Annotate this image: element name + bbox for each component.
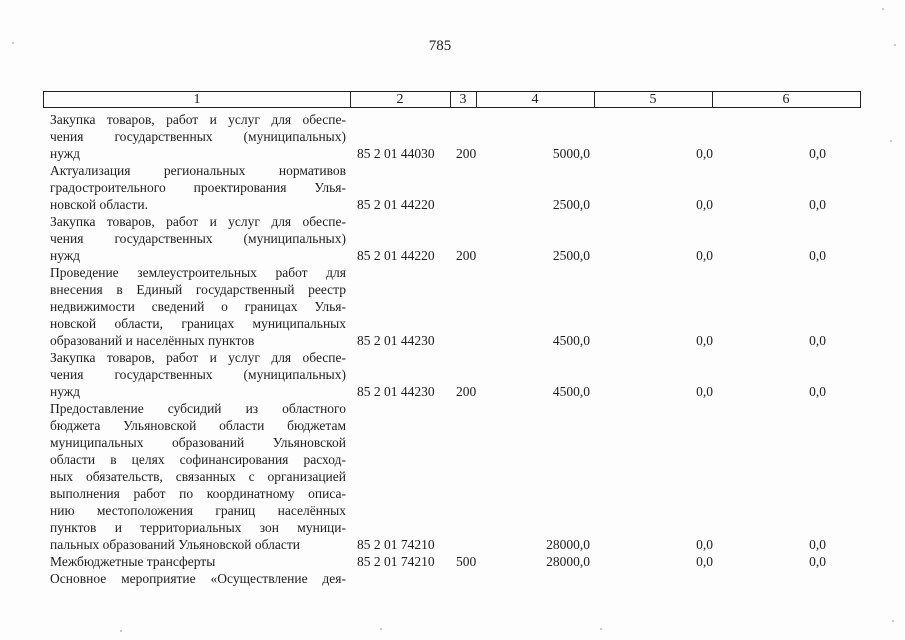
row-code: 85 2 01 44220: [357, 197, 435, 212]
row-amount-col4: 2500,0: [552, 197, 590, 212]
row-description-line: чения государственных (муниципальных): [50, 231, 346, 246]
row-amount-col6: 0,0: [809, 554, 826, 569]
row-description-line: Межбюджетные трансферты: [50, 554, 216, 569]
row-code: 85 2 01 44220: [357, 248, 435, 263]
row-code: 85 2 01 74210: [357, 537, 435, 552]
row-amount-col6: 0,0: [809, 384, 826, 399]
row-amount-col6: 0,0: [809, 333, 826, 348]
row-amount-col4: 4500,0: [552, 384, 590, 399]
row-amount-col5: 0,0: [696, 554, 713, 569]
row-amount-col6: 0,0: [809, 197, 826, 212]
row-amount-col4: 28000,0: [546, 537, 590, 552]
row-description-line: Проведение землеустроительных работ для: [50, 265, 346, 280]
row-expense-type: 200: [456, 384, 477, 399]
header-col-6: 6: [782, 92, 790, 107]
row-code: 85 2 01 44030: [357, 146, 435, 161]
row-description-line: Закупка товаров, работ и услуг для обеспе-: [50, 112, 346, 127]
row-description-line: нужд: [50, 384, 80, 399]
row-description-line: нужд: [50, 146, 80, 161]
row-code: 85 2 01 44230: [357, 333, 435, 348]
row-amount-col5: 0,0: [696, 197, 713, 212]
row-description-line: бюджета Ульяновской области бюджетам: [50, 418, 346, 433]
row-amount-col5: 0,0: [696, 537, 713, 552]
row-description-line: Закупка товаров, работ и услуг для обеспе-: [50, 350, 346, 365]
row-description-line: недвижимости сведений о границах Улья-: [50, 299, 346, 314]
row-description-line: нужд: [50, 248, 80, 263]
row-expense-type: 500: [456, 554, 477, 569]
row-description-line: нию местоположения границ населённых: [50, 503, 346, 518]
row-description-line: новской области.: [50, 197, 148, 212]
row-description-line: выполнения работ по координатному описа-: [50, 486, 346, 501]
row-amount-col4: 5000,0: [552, 146, 590, 161]
row-amount-col6: 0,0: [809, 146, 826, 161]
row-code: 85 2 01 44230: [357, 384, 435, 399]
row-description-line: внесения в Единый государственный реестр: [50, 282, 346, 297]
row-amount-col4: 4500,0: [552, 333, 590, 348]
header-col-4: 4: [531, 92, 539, 107]
row-description-line: пальных образований Ульяновской области: [50, 537, 301, 552]
row-amount-col5: 0,0: [696, 333, 713, 348]
row-description-line: Основное мероприятие «Осуществление дея-: [50, 571, 346, 586]
header-col-5: 5: [649, 92, 657, 107]
row-description-line: Предоставление субсидий из областного: [50, 401, 346, 416]
header-col-2: 2: [396, 92, 404, 107]
header-col-1: 1: [193, 92, 201, 107]
header-col-3: 3: [459, 92, 467, 107]
row-expense-type: 200: [456, 248, 477, 263]
row-amount-col5: 0,0: [696, 146, 713, 161]
row-amount-col4: 2500,0: [552, 248, 590, 263]
page-number: 785: [428, 38, 452, 54]
row-amount-col5: 0,0: [696, 248, 713, 263]
row-amount-col5: 0,0: [696, 384, 713, 399]
row-description-line: пунктов и территориальных зон муници-: [50, 520, 346, 535]
row-description-line: чения государственных (муниципальных): [50, 367, 346, 382]
row-expense-type: 200: [456, 146, 477, 161]
row-code: 85 2 01 74210: [357, 554, 435, 569]
table-header: [43, 91, 861, 108]
row-description-line: чения государственных (муниципальных): [50, 129, 346, 144]
row-description-line: Актуализация региональных нормативов: [50, 163, 346, 178]
row-description-line: муниципальных образований Ульяновской: [50, 435, 346, 450]
row-description-line: области в целях софинансирования расход-: [50, 452, 346, 467]
row-amount-col6: 0,0: [809, 537, 826, 552]
row-description-line: ных обязательств, связанных с организацией: [50, 469, 346, 484]
row-amount-col6: 0,0: [809, 248, 826, 263]
row-description-line: новской области, границах муниципальных: [50, 316, 346, 331]
row-description-line: градостроительного проектирования Улья-: [50, 180, 346, 195]
row-description-line: Закупка товаров, работ и услуг для обеспе-: [50, 214, 346, 229]
row-description-line: образований и населённых пунктов: [50, 333, 255, 348]
row-amount-col4: 28000,0: [546, 554, 590, 569]
